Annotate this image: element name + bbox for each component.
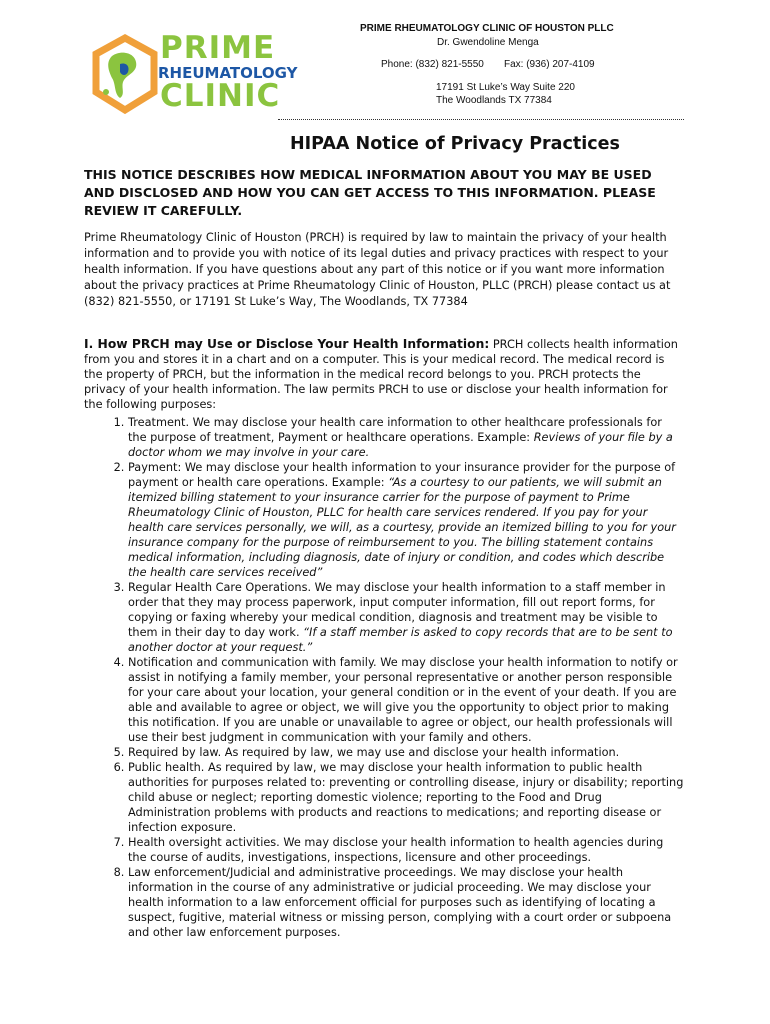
- page-title: HIPAA Notice of Privacy Practices: [290, 134, 620, 154]
- section-1-heading: I. How PRCH may Use or Disclose Your Health Information:: [84, 337, 490, 351]
- notice-statement: THIS NOTICE DESCRIBES HOW MEDICAL INFORMATION ABOUT YOU MAY BE USED AND DISCLOSED AND HOW YOU CAN GET ACCESS TO THIS INFORMATION. PLEASE REVIEW IT CAREFULLY.: [84, 167, 656, 218]
- clinic-name: PRIME RHEUMATOLOGY CLINIC OF HOUSTON PLLC: [360, 23, 614, 34]
- address-line-1: 17191 St Luke’s Way Suite 220: [436, 82, 575, 93]
- logo-word-prime: PRIME: [160, 30, 276, 66]
- section-1-body: PRCH collects health information from you and stores it in a chart and on a computer. This is your medical record. The medical record is the property of PRCH, but the information in the medical record belongs to you. PRCH protects the privacy of your health information. The law permits PRCH to use or disclose your health information for the following purposes:: [84, 338, 678, 411]
- logo-word-rheumatology: RHEUMATOLOGY: [158, 64, 298, 82]
- list-item: 4. Notification and communication with family. We may disclose your health information to notify or assist in notifying a family member, your personal representative or another person responsible for your care about your location, your general condition or in the event of your death. If you are able and available to agree or object, we will give you the opportunity to object prior to making this notification. If you are unable or unavailable to agree or object, our health professionals will use their best judgment in communication with your family and others.: [128, 655, 684, 745]
- logo-mark-icon: [90, 34, 160, 114]
- fax-number: Fax: (936) 207-4109: [504, 59, 595, 70]
- address-line-2: The Woodlands TX 77384: [436, 95, 552, 106]
- purposes-list: [84, 415, 684, 940]
- list-item: 6. Public health. As required by law, we may disclose your health information to public health authorities for purposes related to: preventing or controlling disease, injury or disability; reporting child abuse or neglect; reporting domestic violence; reporting to the Food and Drug Administration problems with products and reactions to medications; and reporting disease or infection exposure.: [128, 760, 684, 835]
- section-1: [84, 337, 684, 412]
- header-divider: [278, 119, 684, 120]
- list-item: 1. Treatment. We may disclose your health care information to other healthcare professionals for the purpose of treatment, Payment or healthcare operations. Example: Reviews of your file by a doctor whom we may involve in your care.: [128, 415, 684, 460]
- doctor-name: Dr. Gwendoline Menga: [437, 37, 539, 48]
- list-item: 2. Payment: We may disclose your health information to your insurance provider for the purpose of payment or health care operations. Example: “As a courtesy to our patients, we will submit an itemized billing statement to your insurance carrier for the purpose of payment to Prime Rheumatology Clinic of Houston, PLLC for health care services rendered. If you pay for your health care services personally, we will, as a courtesy, provide an itemized billing to you for your insurance company for the purpose of reimbursement to you. The billing statement contains medical information, including diagnosis, date of injury or condition, and codes which describe the health care services received”: [128, 460, 684, 580]
- list-item: 8. Law enforcement/Judicial and administrative proceedings. We may disclose your health information in the course of any administrative or judicial proceeding. We may disclose your health information to a law enforcement official for purposes such as identifying of locating a suspect, fugitive, material witness or missing person, complying with a court order or subpoena and other law enforcement purposes.: [128, 865, 684, 940]
- list-item: 7. Health oversight activities. We may disclose your health information to health agencies during the course of audits, investigations, inspections, licensure and other proceedings.: [128, 835, 684, 865]
- list-item: 5. Required by law. As required by law, we may use and disclose your health information.: [128, 745, 684, 760]
- logo-word-clinic: CLINIC: [160, 78, 281, 114]
- intro-paragraph: Prime Rheumatology Clinic of Houston (PRCH) is required by law to maintain the privacy of your health information and to provide you with notice of its legal duties and privacy practices with respect to your health information. If you have questions about any part of this notice or if you want more information about the privacy practices at Prime Rheumatology Clinic of Houston, PLLC (PRCH) please contact us at (832) 821-5550, or 17191 St Luke’s Way, The Woodlands, TX 77384: [84, 231, 671, 308]
- phone-number: Phone: (832) 821-5550: [381, 59, 484, 70]
- list-item: 3. Regular Health Care Operations. We may disclose your health information to a staff member in order that they may process paperwork, input computer information, fill out report forms, for copying or faxing whereby your medical condition, diagnosis and treatment may be visible to them in their day to day work. “If a staff member is asked to copy records that are to be sent to another doctor at your request.”: [128, 580, 684, 655]
- clinic-logo: [90, 30, 298, 114]
